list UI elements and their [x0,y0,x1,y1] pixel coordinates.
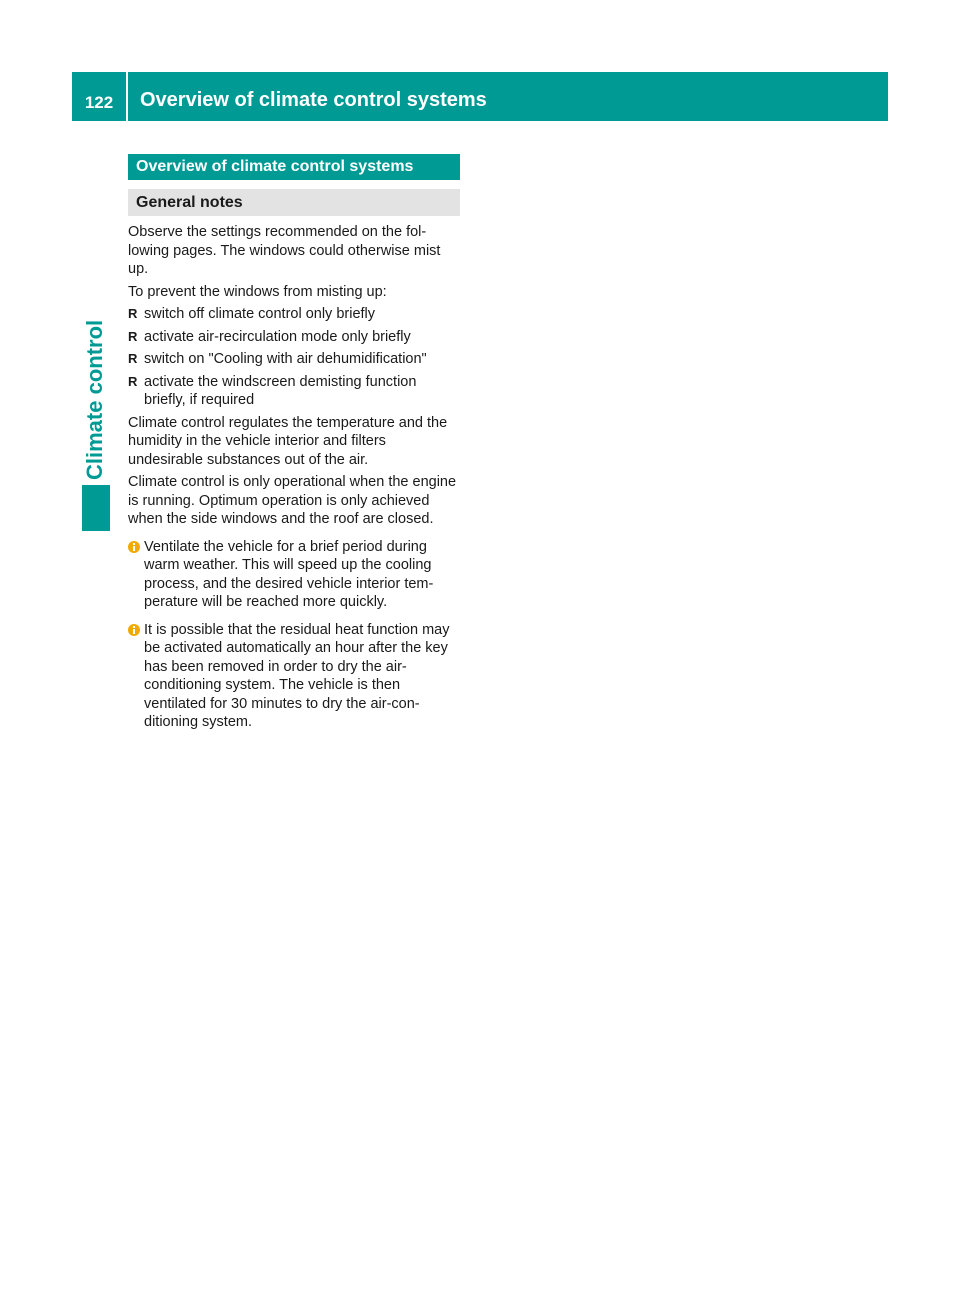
bullet-list [128,305,460,410]
side-tab-label: Climate control [82,319,107,480]
list-item [128,328,460,347]
list-item [128,373,460,410]
body-paragraph: Climate control regulates the temperature and the humidity in the vehicle interior and filters undesirable substances out of the air. [128,414,448,468]
prevent-intro-paragraph: To prevent the windows from misting up: [128,283,387,300]
header-divider [126,72,128,121]
subsection-heading: General notes [128,189,460,216]
info-note [128,538,460,612]
info-note [128,621,460,732]
list-item [128,350,460,369]
info-note-text: Ventilate the vehicle for a brief period during warm weather. This will speed up the cooling process, and the desired vehicle interior tem-perature will be reached more quickly. [144,538,434,610]
list-item [128,305,460,324]
info-icon [128,540,140,554]
page-number: 122 [84,93,114,112]
list-item-text: switch on "Cooling with air dehumidification" [144,351,427,367]
body-paragraph: Climate control is only operational when the engine is running. Optimum operation is only achieved when the side windows and the roof are closed. [128,474,457,527]
info-note-text: It is possible that the residual heat function may be activated automatically an hour after the key has been removed in order to dry the air-conditioning system. The vehicle is then ventilated for 30 minutes to dry the air-con-ditioning system. [144,621,450,730]
page-header-title: Overview of climate control systems [140,89,487,111]
bullet-mark: R [128,328,138,344]
bullet-mark: R [128,306,138,321]
info-icon [128,623,140,637]
list-item-text: switch off climate control only briefly [144,306,376,322]
side-tab-marker [82,485,110,531]
bullet-mark: R [128,373,138,389]
main-content [128,154,460,732]
intro-paragraph: Observe the settings recommended on the fol-lowing pages. The windows could otherwise mist up. [128,224,441,277]
section-heading: Overview of climate control systems [128,154,460,180]
list-item-text: activate air-recirculation mode only briefly [144,328,411,345]
bullet-mark: R [128,351,138,366]
list-item-text: activate the windscreen demisting function briefly, if required [144,373,417,408]
